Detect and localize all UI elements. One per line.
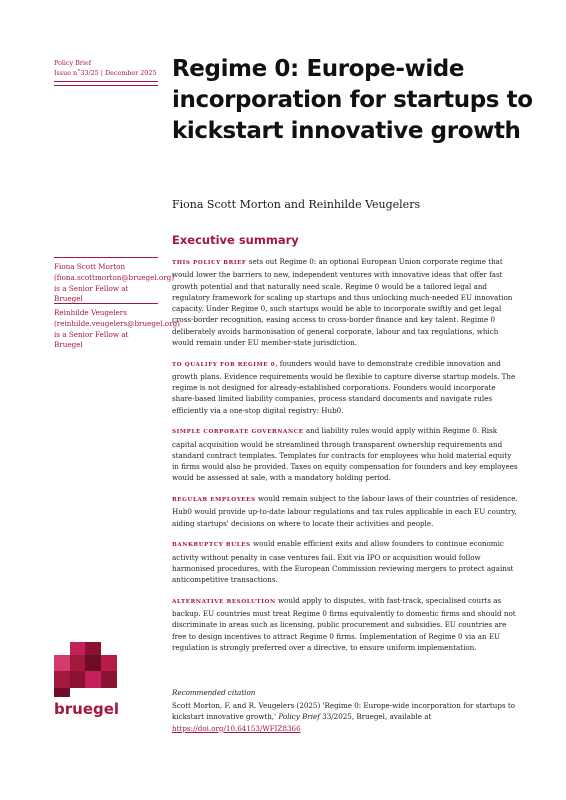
paragraph-text: sets out Regime 0: an optional European Union corporate regime that would lower the barriers to new, independent ventures with innovative ideas that offer fast growth potential and that naturally need scale. Regime 0 would be a tailored legal and regulatory framework for scaling up startups and thus unlocking much-needed EU innovation capacity. Under Regime 0, such startups would be able to incorporate swiftly and get legal cross-border recognition, easing access to cross-border finance and key talent. Regime 0 deliberately avoids harmonisation of general corporate, labour and tax regulations, which would remain under EU member-state jurisdiction. <box>172 257 513 347</box>
bruegel-logo-text: bruegel <box>54 700 120 718</box>
paragraph-text: would remain subject to the labour laws of their countries of residence. Hub0 would provide up-to-date labour regulations and tax rules applicable in each EU country, aiding startups' decisions on where to locate their activities and people. <box>172 494 518 528</box>
citation-doi-link[interactable]: https://doi.org/10.64153/WFIZ8366 <box>172 723 301 733</box>
summary-paragraph <box>172 493 518 529</box>
executive-summary-heading: Executive summary <box>172 233 299 247</box>
paragraph-lead: ALTERNATIVE RESOLUTION <box>172 598 276 605</box>
summary-paragraph <box>172 358 518 416</box>
paragraph-text: and liability rules would apply within Regime 0. Risk capital acquisition would be streamlined through transparent ownership requirements and standard contract templates. Templates for contracts for employees who hold material equity in firms would also be provided. Taxes on equity compensation for founders and key employees would be assessed at sale, with a mandatory holding period. <box>172 426 518 483</box>
paragraph-text: would apply to disputes, with fast-track, specialised courts as backup. EU countries must treat Regime 0 firms equivalently to domestic firms and should not discriminate in areas such as licensing, public procurement and subsidies. EU countries are free to design incentives to attract Regime 0 firms. Implementation of Regime 0 via an EU regulation is strongly preferred over a directive, to ensure uniform implementation. <box>172 595 516 652</box>
summary-paragraph <box>172 595 518 653</box>
citation-text-before: Scott Morton, F. and R. Veugelers (2025) 'Regime 0: Europe-wide incorporation for startups to kickstart innovative growth,' <box>172 701 516 722</box>
authors: Fiona Scott Morton and Reinhilde Veugelers <box>172 198 421 211</box>
bio-rule-1 <box>54 257 158 258</box>
brief-issue: Issue n˚33/25 | December 2025 <box>54 69 157 77</box>
author-bio-1: Fiona Scott Morton (fiona.scottmorton@bruegel.org) is a Senior Fellow at Bruegel <box>54 262 175 304</box>
paragraph-lead: BANKRUPTCY RULES <box>172 542 251 549</box>
paragraph-text: , founders would have to demonstrate credible innovation and growth plans. Evidence requirements would be flexible to capture diverse startup models. The regime is not designed for already-established corporations. Founders would incorporate share-based limited liability companies, process standard documents and navigate rules efficiently via a one-stop digital registry: Hub0. <box>172 358 516 415</box>
sidebar-rule-top <box>54 81 158 82</box>
sidebar-rule-bottom <box>54 85 158 86</box>
author-bio-2: Reinhilde Veugelers (reinhilde.veugelers@bruegel.org) is a Senior Fellow at Bruegel <box>54 308 180 350</box>
brief-type: Policy Brief <box>54 59 92 67</box>
bio-rule-2 <box>54 303 158 304</box>
paragraph-text: would enable efficient exits and allow founders to continue economic activity without penalty in case ventures fail. Exit via IPO or acquisition would follow harmonised procedures, with the European Commission reviewing mergers to protect against anticompetitive transactions. <box>172 539 514 584</box>
summary-paragraph <box>172 538 518 585</box>
summary-paragraph <box>172 256 518 348</box>
paragraph-lead: THIS POLICY BRIEF <box>172 260 247 266</box>
citation-journal: Policy Brief <box>278 712 320 722</box>
citation-label: Recommended citation <box>172 688 256 697</box>
citation-text <box>172 700 518 734</box>
paragraph-lead: TO QUALIFY FOR REGIME 0 <box>172 361 276 368</box>
paragraph-lead: REGULAR EMPLOYEES <box>172 497 256 503</box>
executive-summary-body <box>172 256 518 663</box>
paragraph-lead: SIMPLE CORPORATE GOVERNANCE <box>172 429 304 436</box>
recommended-citation <box>172 687 518 734</box>
summary-paragraph <box>172 425 518 483</box>
page-title: Regime 0: Europe-wide incorporation for startups to kickstart innovative growth <box>172 56 533 144</box>
citation-text-after: 33/2025, Bruegel, available at <box>319 712 432 722</box>
